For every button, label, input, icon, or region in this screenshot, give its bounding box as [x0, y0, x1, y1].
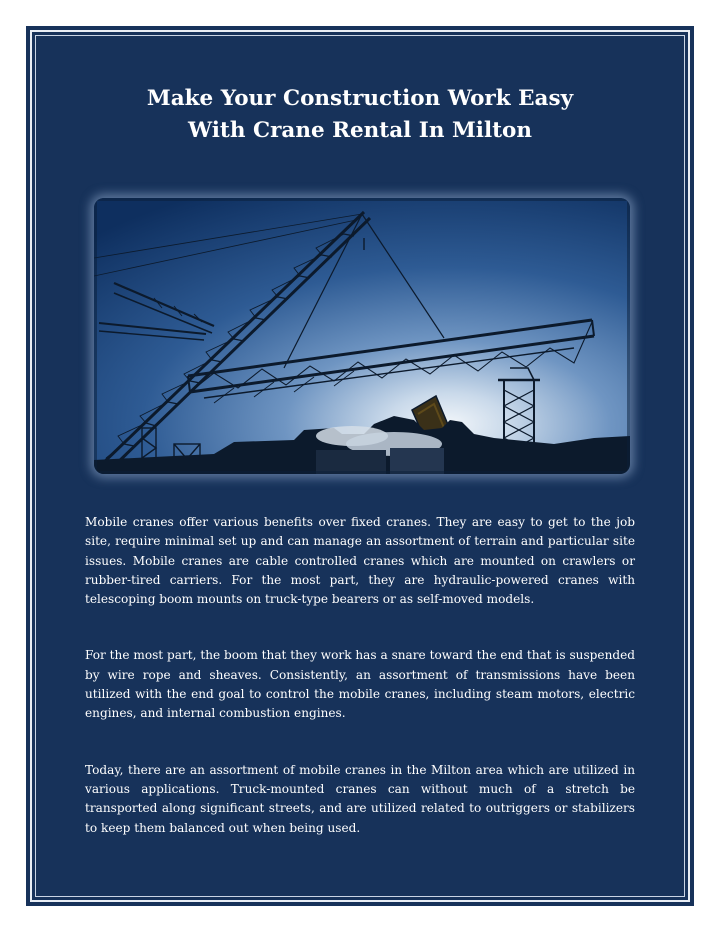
paragraph-1: Mobile cranes offer various benefits over fixed cranes. They are easy to get to the job site, require minimal set up and can manage an assortment of terrain and particular site issues. Mobile cranes are cable controlled cranes which are mounted on crawlers or rubber-tired carriers. For the most part, they are hydraulic-powered cranes with telescoping boom mounts on truck-type bearers or as self-moved models.: [85, 515, 635, 607]
document-page: [26, 26, 694, 906]
paragraph-2: For the most part, the boom that they work has a snare toward the end that is suspended by wire rope and sheaves. Consistently, an assortment of transmissions have been utilized with the end goal to control the mobile cranes, including steam motors, electric engines, and internal combustion engines.: [85, 648, 635, 721]
crane-photo: [94, 198, 630, 474]
title-line-1: Make Your Construction Work Easy: [146, 86, 574, 111]
paragraph-3: Today, there are an assortment of mobile cranes in the Milton area which are utilized in various applications. Truck-mounted cranes can without much of a stretch be transported along significant streets, and are utilized related to outriggers or stabilizers to keep them balanced out when being used.: [85, 762, 635, 835]
article-body: [85, 513, 635, 875]
document-title: [66, 83, 654, 147]
title-line-2: With Crane Rental In Milton: [187, 118, 533, 143]
